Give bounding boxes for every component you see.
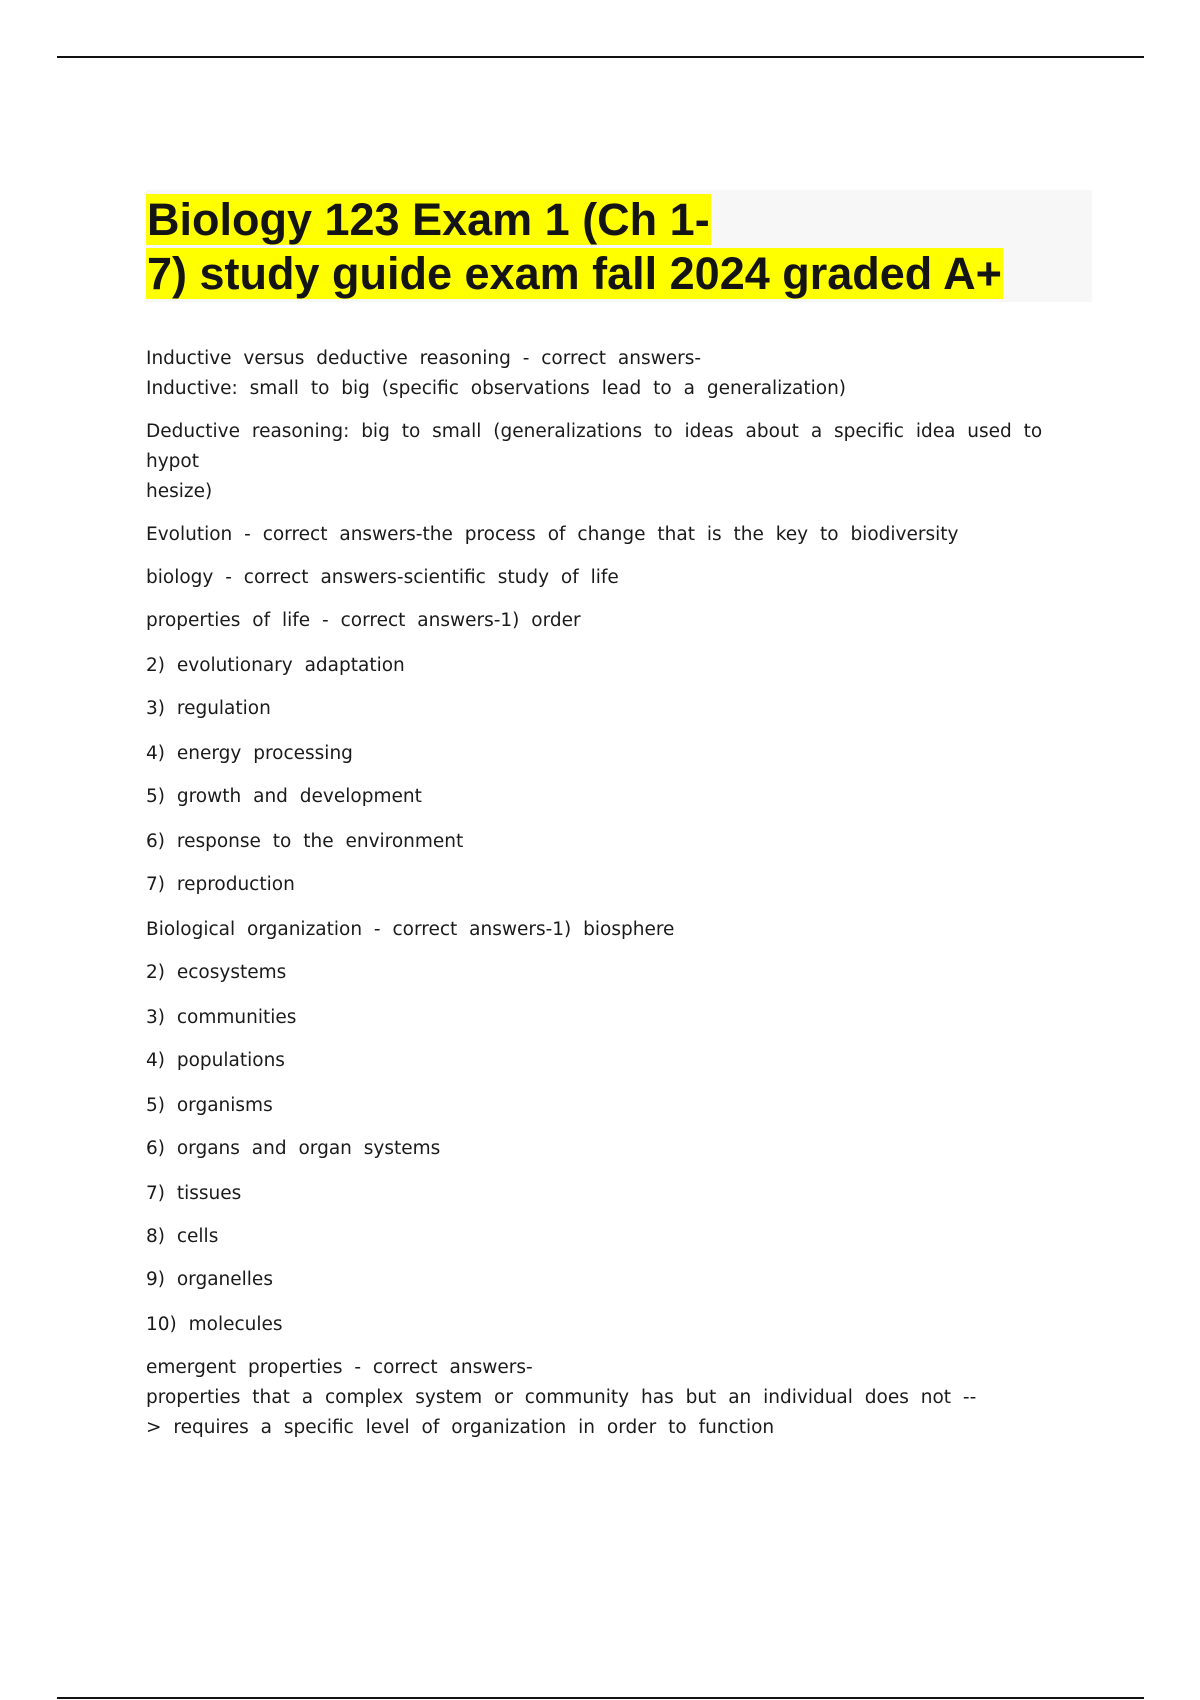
entry-line: properties that a complex system or community has but an individual does not --	[146, 1387, 977, 1408]
list-item: 4) energy processing	[146, 743, 353, 764]
entry-line: > requires a specific level of organization in order to function	[146, 1417, 775, 1438]
entry-line: hesize)	[146, 481, 213, 502]
list-item: 6) response to the environment	[146, 831, 464, 852]
list-item: 7) tissues	[146, 1183, 242, 1204]
footer-rule	[57, 1697, 1144, 1699]
entry-emergent-properties	[146, 1353, 1086, 1443]
entry-biology: biology - correct answers-scientific study of life	[146, 567, 619, 588]
study-guide-content	[146, 344, 1086, 1443]
entry-evolution: Evolution - correct answers-the process of change that is the key to biodiversity	[146, 524, 959, 545]
title-line-1: Biology 123 Exam 1 (Ch 1-	[147, 194, 710, 245]
list-item: 7) reproduction	[146, 874, 295, 895]
entry-line: Deductive reasoning: big to small (generalizations to ideas about a specific idea used to hypot	[146, 421, 1043, 472]
list-item: 3) regulation	[146, 698, 271, 719]
entry-line: Inductive versus deductive reasoning - correct answers-	[146, 348, 702, 369]
list-item: 9) organelles	[146, 1269, 273, 1290]
title-line-2: 7) study guide exam fall 2024 graded A+	[147, 248, 1002, 299]
document-title	[146, 193, 1126, 301]
header-rule	[57, 56, 1144, 58]
list-item: 6) organs and organ systems	[146, 1138, 441, 1159]
entry-properties-of-life: properties of life - correct answers-1) order	[146, 610, 581, 631]
entry-line: emergent properties - correct answers-	[146, 1357, 533, 1378]
list-item: 5) organisms	[146, 1095, 273, 1116]
entry-deductive	[146, 417, 1086, 507]
list-item: 2) evolutionary adaptation	[146, 655, 405, 676]
list-item: 4) populations	[146, 1050, 285, 1071]
list-item: 3) communities	[146, 1007, 297, 1028]
entry-biological-organization: Biological organization - correct answers-1) biosphere	[146, 919, 675, 940]
list-item: 2) ecosystems	[146, 962, 287, 983]
list-item: 8) cells	[146, 1226, 219, 1247]
entry-inductive	[146, 344, 1086, 404]
list-item: 10) molecules	[146, 1314, 283, 1335]
list-item: 5) growth and development	[146, 786, 422, 807]
entry-line: Inductive: small to big (specific observations lead to a generalization)	[146, 378, 847, 399]
